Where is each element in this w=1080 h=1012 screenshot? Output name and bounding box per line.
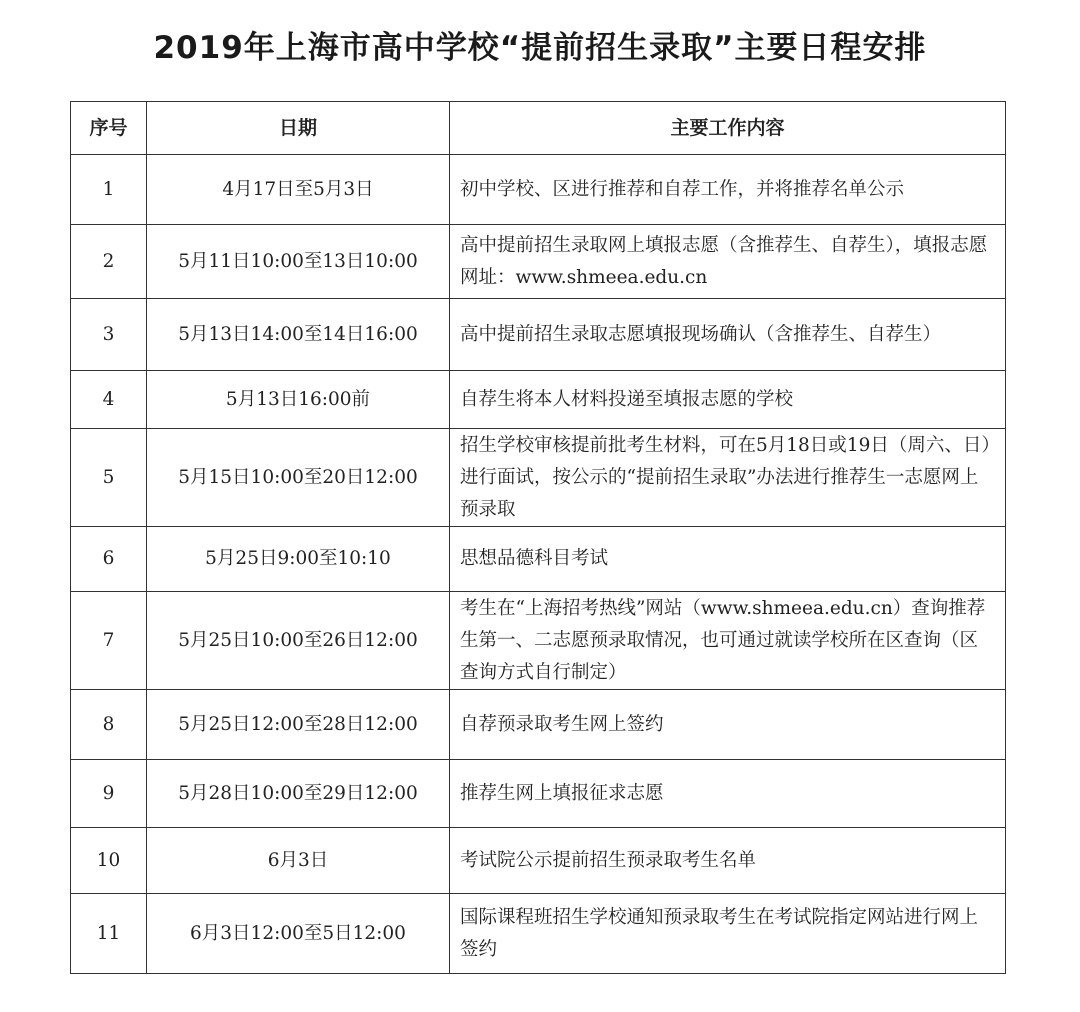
row-date: 5月28日10:00至29日12:00 <box>147 760 450 828</box>
row-date: 5月13日14:00至14日16:00 <box>147 299 450 371</box>
table-row <box>71 429 1006 527</box>
row-content: 国际课程班招生学校通知预录取考生在考试院指定网站进行网上签约 <box>450 894 1006 974</box>
table-row <box>71 690 1006 760</box>
table-row <box>71 592 1006 690</box>
row-number: 2 <box>71 225 147 299</box>
row-date: 6月3日12:00至5日12:00 <box>147 894 450 974</box>
row-content: 考生在“上海招考热线”网站（www.shmeea.edu.cn）查询推荐生第一、二志愿预录取情况，也可通过就读学校所在区查询（区查询方式自行制定） <box>450 592 1006 690</box>
row-date: 4月17日至5月3日 <box>147 155 450 225</box>
row-number: 4 <box>71 371 147 429</box>
row-content: 自荐生将本人材料投递至填报志愿的学校 <box>450 371 1006 429</box>
row-date: 6月3日 <box>147 828 450 894</box>
row-number: 1 <box>71 155 147 225</box>
row-number: 8 <box>71 690 147 760</box>
row-content: 高中提前招生录取网上填报志愿（含推荐生、自荐生），填报志愿网址：www.shmeea.edu.cn <box>450 225 1006 299</box>
row-content: 初中学校、区进行推荐和自荐工作，并将推荐名单公示 <box>450 155 1006 225</box>
table-row <box>71 371 1006 429</box>
header-number: 序号 <box>71 102 147 155</box>
table-row <box>71 760 1006 828</box>
table-header-row <box>71 102 1006 155</box>
row-content: 招生学校审核提前批考生材料，可在5月18日或19日（周六、日）进行面试，按公示的“提前招生录取”办法进行推荐生一志愿网上预录取 <box>450 429 1006 527</box>
table-row <box>71 225 1006 299</box>
page-title: 2019年上海市高中学校“提前招生录取”主要日程安排 <box>153 30 927 66</box>
row-content: 高中提前招生录取志愿填报现场确认（含推荐生、自荐生） <box>450 299 1006 371</box>
row-number: 10 <box>71 828 147 894</box>
row-content: 推荐生网上填报征求志愿 <box>450 760 1006 828</box>
row-date: 5月11日10:00至13日10:00 <box>147 225 450 299</box>
row-number: 11 <box>71 894 147 974</box>
row-number: 9 <box>71 760 147 828</box>
table-row <box>71 299 1006 371</box>
row-content: 自荐预录取考生网上签约 <box>450 690 1006 760</box>
row-content: 思想品德科目考试 <box>450 527 1006 592</box>
header-date: 日期 <box>147 102 450 155</box>
table-row <box>71 894 1006 974</box>
table-row <box>71 155 1006 225</box>
table-row <box>71 527 1006 592</box>
row-date: 5月25日12:00至28日12:00 <box>147 690 450 760</box>
row-date: 5月25日9:00至10:10 <box>147 527 450 592</box>
row-number: 6 <box>71 527 147 592</box>
row-number: 5 <box>71 429 147 527</box>
row-date: 5月15日10:00至20日12:00 <box>147 429 450 527</box>
table-row <box>71 828 1006 894</box>
header-content: 主要工作内容 <box>450 102 1006 155</box>
schedule-table <box>70 101 1006 974</box>
row-date: 5月13日16:00前 <box>147 371 450 429</box>
row-number: 7 <box>71 592 147 690</box>
row-number: 3 <box>71 299 147 371</box>
row-date: 5月25日10:00至26日12:00 <box>147 592 450 690</box>
row-content: 考试院公示提前招生预录取考生名单 <box>450 828 1006 894</box>
